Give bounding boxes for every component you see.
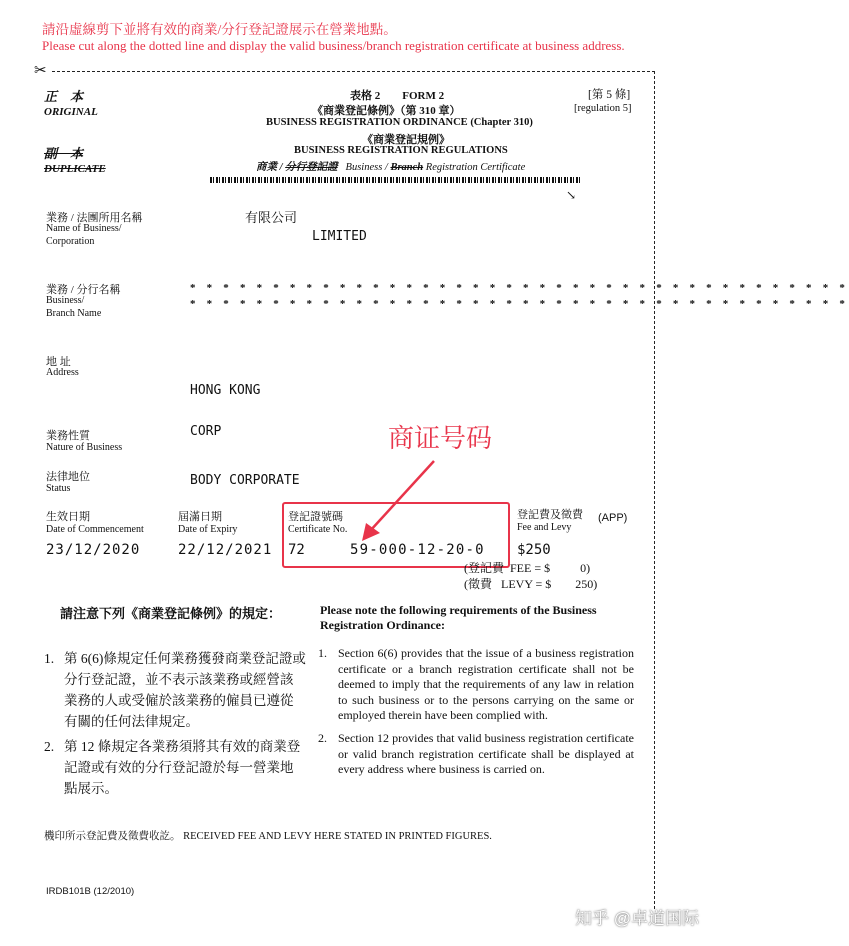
nature-label-zh: 業務性質 bbox=[46, 430, 90, 442]
barcode-strip bbox=[210, 177, 580, 183]
expiry-value: 22/12/2021 bbox=[178, 542, 273, 558]
status-label-zh: 法律地位 bbox=[46, 471, 90, 483]
note1-en: Section 6(6) provides that the issue of a business registration certificate or a branch registration certificate shall not be deemed to imply that the requirements of any law in relation to such business or to the persons carrying on the same or employed therein have been complied with. bbox=[338, 646, 634, 722]
nature-value: CORP bbox=[190, 424, 222, 439]
regulations-en: BUSINESS REGISTRATION REGULATIONS bbox=[294, 145, 508, 156]
cert-title-zh-b: 分行登記證 bbox=[285, 162, 338, 173]
branch-label-en-1: Business/ bbox=[46, 295, 85, 306]
fee-total: $250 bbox=[517, 542, 551, 558]
certificate-title bbox=[256, 159, 525, 174]
note1-num-en: 1. bbox=[318, 646, 327, 660]
cert-number-value: 59-000-12-20-0 bbox=[350, 542, 485, 558]
note1-num-zh: 1. bbox=[44, 651, 55, 666]
branch-stars-line-2: * * * * * * * * * * * * * * * * * * * * * * * * * * * * * * * * * * * * * * * * bbox=[190, 298, 849, 310]
cert-prefix: 72 bbox=[288, 542, 305, 558]
name-value-zh: 有限公司 bbox=[245, 210, 298, 225]
note2-num-zh: 2. bbox=[44, 739, 55, 754]
original-zh: 正 本 bbox=[44, 89, 84, 104]
duplicate-en: DUPLICATE bbox=[44, 163, 106, 175]
branch-label-zh: 業務 / 分行名稱 bbox=[46, 284, 121, 296]
cert-title-zh-a: 商業 / bbox=[256, 162, 286, 173]
address-value: HONG KONG bbox=[190, 383, 261, 398]
notes-heading-zh: 請注意下列《商業登記條例》的規定： bbox=[60, 606, 282, 621]
cut-line-top bbox=[52, 71, 655, 72]
fee-label-zh: 登記費及徵費 bbox=[517, 509, 583, 521]
commence-label-zh: 生效日期 bbox=[46, 511, 90, 523]
received-statement: 機印所示登記費及徵費收訖。 RECEIVED FEE AND LEVY HERE STATED IN PRINTED FIGURES. bbox=[44, 831, 492, 842]
section-en: [regulation 5] bbox=[574, 103, 632, 114]
notes-heading-en: Please note the following requirements of the Business Registration Ordinance: bbox=[320, 603, 597, 632]
note1-zh: 第 6(6)條規定任何業務獲發商業登記證或分行登記證，並不表示該業務或經營該業務的人或受僱於該業務的僱員已遵從有關的任何法律規定。 bbox=[64, 651, 306, 729]
status-value: BODY CORPORATE bbox=[190, 473, 300, 488]
cert-no-label-en: Certificate No. bbox=[288, 524, 348, 535]
address-label-en: Address bbox=[46, 367, 79, 378]
cert-title-en-a: Business / bbox=[345, 162, 391, 173]
note2-zh: 第 12 條規定各業務須將其有效的商業登記證或有效的分行登記證於每一營業地點展示。 bbox=[64, 739, 301, 796]
cert-title-en-c: Registration Certificate bbox=[423, 162, 526, 173]
corner-mark: ↘ bbox=[566, 188, 577, 202]
app-tag: (APP) bbox=[598, 512, 628, 524]
commence-label-en: Date of Commencement bbox=[46, 524, 144, 535]
name-label-en-2: Corporation bbox=[46, 236, 95, 247]
note2-num-en: 2. bbox=[318, 731, 327, 745]
fee-label-en: Fee and Levy bbox=[517, 522, 572, 533]
address-label-zh: 地 址 bbox=[46, 356, 71, 368]
cut-instruction-zh: 請沿虛線剪下並將有效的商業/分行登記證展示在營業地點。 bbox=[42, 22, 397, 37]
note2-en: Section 12 provides that valid business registration certificate or valid branch registration certificate shall be displayed at every address where business is carried on. bbox=[338, 731, 634, 776]
section-zh: [第 5 條] bbox=[588, 89, 631, 101]
levy-breakdown: (徵費 LEVY = $ 250) bbox=[464, 577, 598, 591]
cert-title-en-b: Branch bbox=[390, 162, 424, 173]
name-value-en: LIMITED bbox=[312, 229, 367, 244]
cut-line-right bbox=[654, 71, 655, 909]
branch-stars-line-1: * * * * * * * * * * * * * * * * * * * * * * * * * * * * * * * * * * * * * * * * bbox=[190, 282, 849, 294]
duplicate-zh: 副 本 bbox=[44, 146, 84, 161]
scissors-icon: ✂ bbox=[34, 63, 47, 79]
status-label-en: Status bbox=[46, 483, 71, 494]
name-label-en-1: Name of Business/ bbox=[46, 223, 122, 234]
branch-label-en-2: Branch Name bbox=[46, 308, 102, 319]
name-label-zh: 業務 / 法團所用名稱 bbox=[46, 212, 143, 224]
expiry-label-zh: 屆滿日期 bbox=[178, 511, 222, 523]
expiry-label-en: Date of Expiry bbox=[178, 524, 238, 535]
fee-breakdown: (登記費 FEE = $ 0) bbox=[464, 561, 591, 575]
annotation-label: 商证号码 bbox=[388, 424, 493, 454]
cert-no-label-zh: 登記證號碼 bbox=[288, 511, 343, 523]
ordinance-en: BUSINESS REGISTRATION ORDINANCE (Chapter 310) bbox=[266, 117, 533, 128]
ordinance-zh: 《商業登記條例》（第 310 章） bbox=[312, 105, 461, 117]
nature-label-en: Nature of Business bbox=[46, 442, 123, 453]
form-code: IRDB101B (12/2010) bbox=[46, 886, 135, 897]
commence-value: 23/12/2020 bbox=[46, 542, 141, 558]
original-en: ORIGINAL bbox=[44, 106, 98, 118]
form-number: 表格 2 FORM 2 bbox=[350, 90, 445, 102]
zhihu-watermark: 知乎 @卓道国际 bbox=[575, 909, 699, 928]
regulations-zh: 《商業登記規例》 bbox=[362, 134, 450, 146]
cut-instruction-en: Please cut along the dotted line and display the valid business/branch registration certificate at business address. bbox=[42, 38, 625, 53]
